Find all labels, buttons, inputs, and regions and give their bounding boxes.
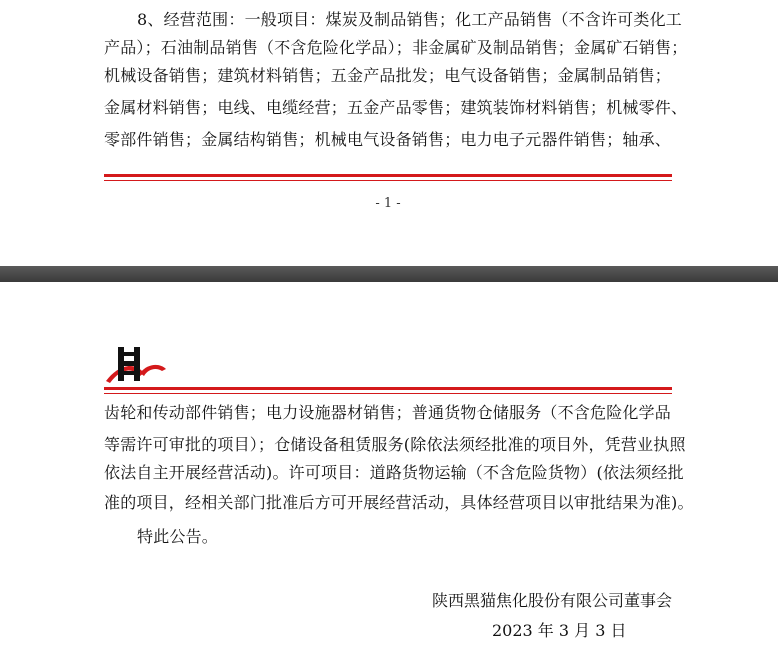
paragraph-line: 依法自主开展经营活动)。许可项目：道路货物运输（不含危险货物）(依法须经批 <box>104 463 684 482</box>
paragraph-line: 8、经营范围：一般项目：煤炭及制品销售；化工产品销售（不含许可类化工 <box>137 10 682 29</box>
closing-text: 特此公告。 <box>137 527 219 546</box>
header-rule-thin <box>104 393 672 394</box>
paragraph-line: 产品）；石油制品销售（不含危险化学品）；非金属矿及制品销售；金属矿石销售； <box>104 38 688 57</box>
paragraph-line: 零部件销售；金属结构销售；机械电气设备销售；电力电子元器件销售；轴承、 <box>104 130 672 149</box>
page-number: - 1 - <box>375 196 401 211</box>
document-date: 2023 年 3 月 3 日 <box>492 621 627 640</box>
header-rule <box>104 387 672 390</box>
footer-rule <box>104 174 672 177</box>
paragraph-line: 准的项目，经相关部门批准后方可开展经营活动，具体经营项目以审批结果为准)。 <box>104 493 694 512</box>
paragraph-line: 金属材料销售；电线、电缆经营；五金产品零售；建筑装饰材料销售；机械零件、 <box>104 98 688 117</box>
page-separator <box>0 266 778 282</box>
footer-rule-thin <box>104 180 672 181</box>
company-logo-icon <box>104 343 168 385</box>
paragraph-line: 等需许可审批的项目）；仓储设备租赁服务(除依法须经批准的项目外，凭营业执照 <box>104 435 686 454</box>
paragraph-line: 齿轮和传动部件销售；电力设施器材销售；普通货物仓储服务（不含危险化学品 <box>104 403 672 422</box>
paragraph-line: 机械设备销售；建筑材料销售；五金产品批发；电气设备销售；金属制品销售； <box>104 66 672 85</box>
signature: 陕西黑猫焦化股份有限公司董事会 <box>432 591 673 610</box>
